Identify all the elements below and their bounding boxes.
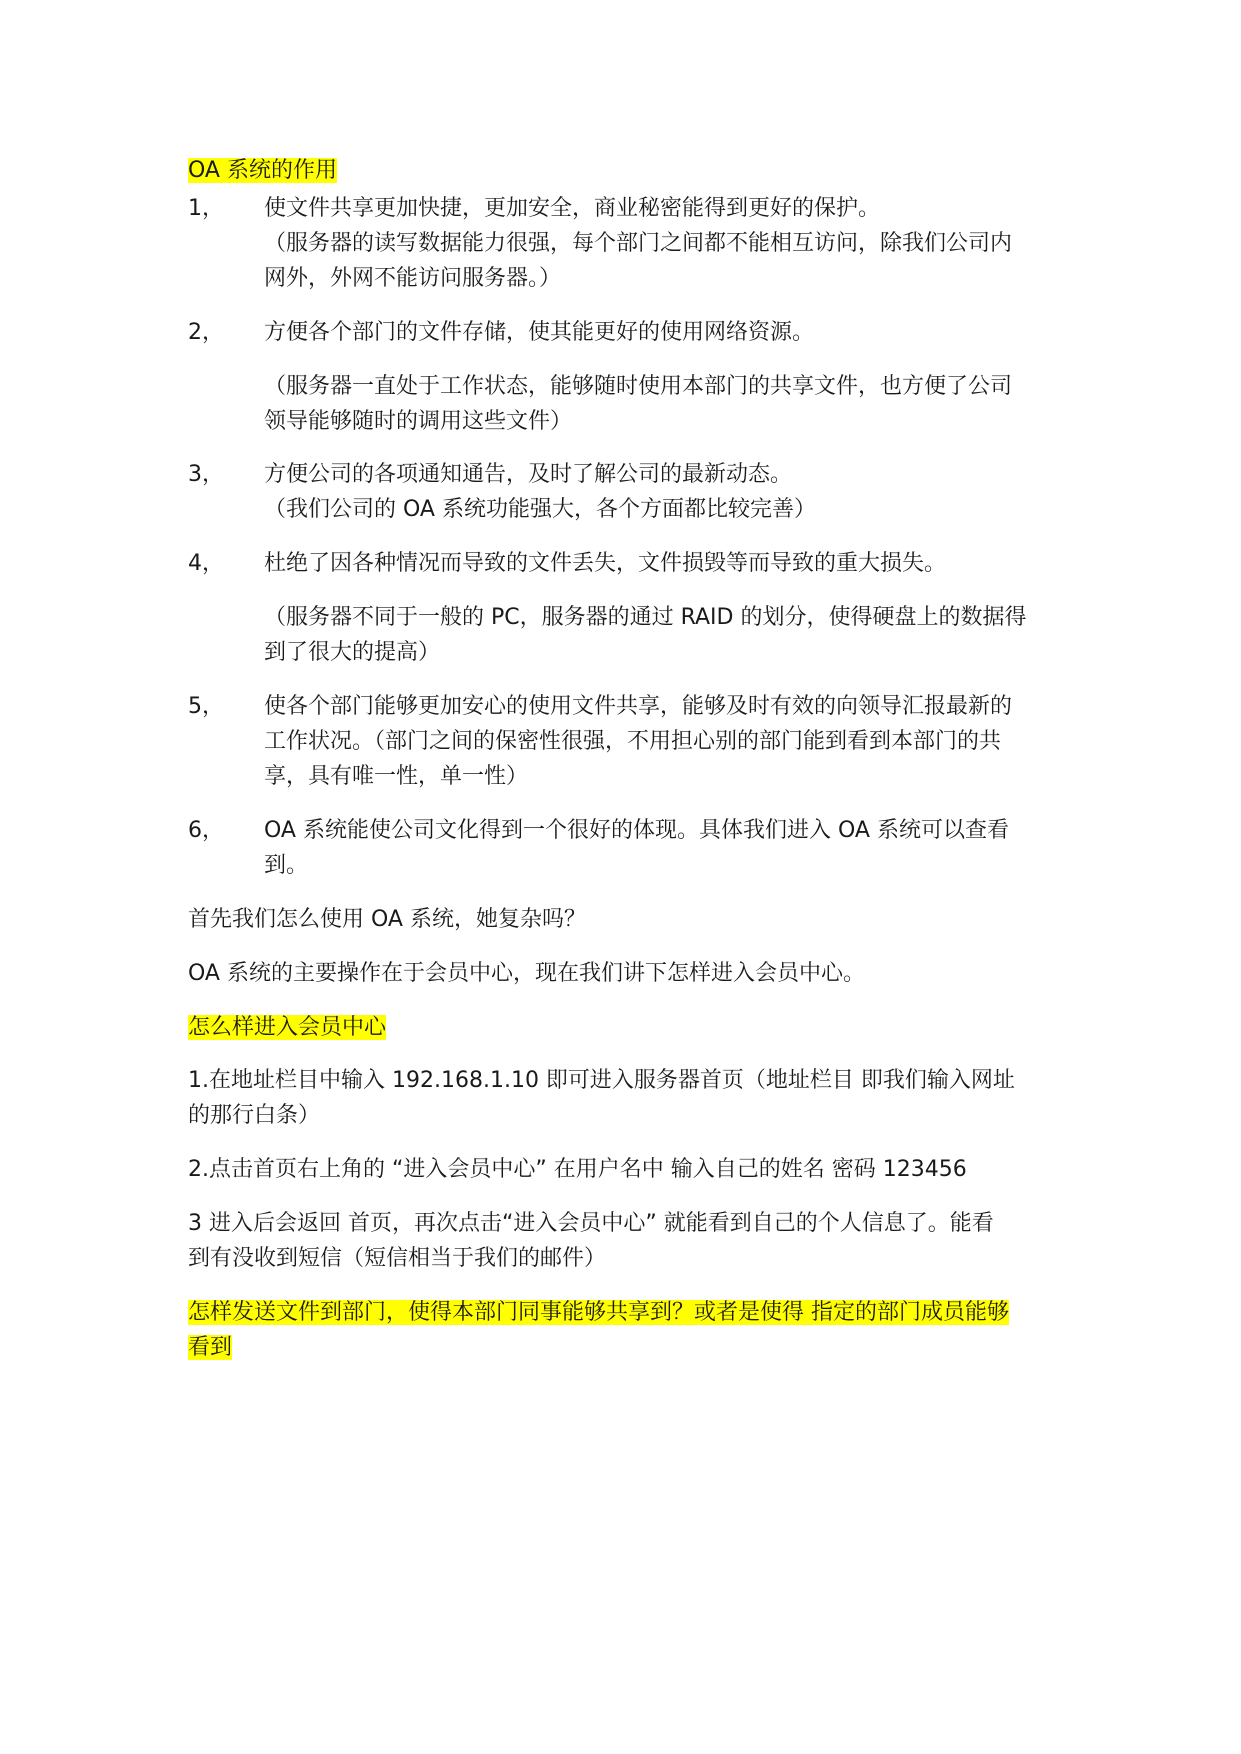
- item-number: 4，: [188, 551, 224, 576]
- step-text: 2.点击首页右上角的 “进入会员中心” 在用户名中 输入自己的姓名 密码 123456: [188, 1157, 967, 1182]
- item-text: 使文件共享更加快捷，更加安全，商业秘密能得到更好的保护。: [264, 196, 881, 221]
- paragraph: OA 系统的主要操作在于会员中心，现在我们讲下怎样进入会员中心。: [188, 961, 865, 986]
- item-text: （服务器一直处于工作状态，能够随时使用本部门的共享文件，也方便了公司: [264, 374, 1013, 399]
- heading-oa-purpose: OA 系统的作用: [188, 158, 337, 183]
- item-text: OA 系统能使公司文化得到一个很好的体现。具体我们进入 OA 系统可以查看: [264, 818, 1009, 843]
- item-number: 2，: [188, 320, 224, 345]
- heading-send-files: 怎样发送文件到部门，使得本部门同事能够共享到？或者是使得 指定的部门成员能够: [188, 1300, 1009, 1325]
- item-text: 网外，外网不能访问服务器。）: [264, 266, 562, 291]
- heading-enter-member-center: 怎么样进入会员中心: [188, 1015, 387, 1040]
- item-text: （服务器不同于一般的 PC，服务器的通过 RAID 的划分，使得硬盘上的数据得: [264, 605, 1027, 630]
- item-number: 5，: [188, 694, 224, 719]
- item-text: 使各个部门能够更加安心的使用文件共享，能够及时有效的向领导汇报最新的: [264, 694, 1013, 719]
- item-text: （服务器的读写数据能力很强，每个部门之间都不能相互访问，除我们公司内: [264, 231, 1013, 256]
- item-text: 方便公司的各项通知通告，及时了解公司的最新动态。: [264, 462, 793, 487]
- step-text: 1.在地址栏目中输入 192.168.1.10 即可进入服务器首页（地址栏目 即我们输入网址: [188, 1068, 1015, 1093]
- item-text: 方便各个部门的文件存储，使其能更好的使用网络资源。: [264, 320, 815, 345]
- step-text: 到有没收到短信（短信相当于我们的邮件）: [188, 1246, 607, 1271]
- item-text: 到了很大的提高）: [264, 640, 441, 665]
- item-text: （我们公司的 OA 系统功能强大，各个方面都比较完善）: [264, 497, 816, 522]
- step-text: 3 进入后会返回 首页，再次点击“进入会员中心” 就能看到自己的个人信息了。能看: [188, 1211, 994, 1236]
- step-text: 的那行白条）: [188, 1103, 321, 1128]
- item-number: 1，: [188, 196, 224, 221]
- item-text: 杜绝了因各种情况而导致的文件丢失，文件损毁等而导致的重大损失。: [264, 551, 947, 576]
- item-text: 领导能够随时的调用这些文件）: [264, 409, 573, 434]
- paragraph: 首先我们怎么使用 OA 系统，她复杂吗？: [188, 907, 586, 932]
- heading-send-files-cont: 看到: [188, 1335, 233, 1360]
- item-text: 享，具有唯一性，单一性）: [264, 764, 529, 789]
- item-number: 3，: [188, 462, 224, 487]
- item-number: 6，: [188, 818, 224, 843]
- item-text: 工作状况。（部门之间的保密性很强，不用担心别的部门能到看到本部门的共: [264, 729, 1002, 754]
- item-text: 到。: [264, 853, 309, 878]
